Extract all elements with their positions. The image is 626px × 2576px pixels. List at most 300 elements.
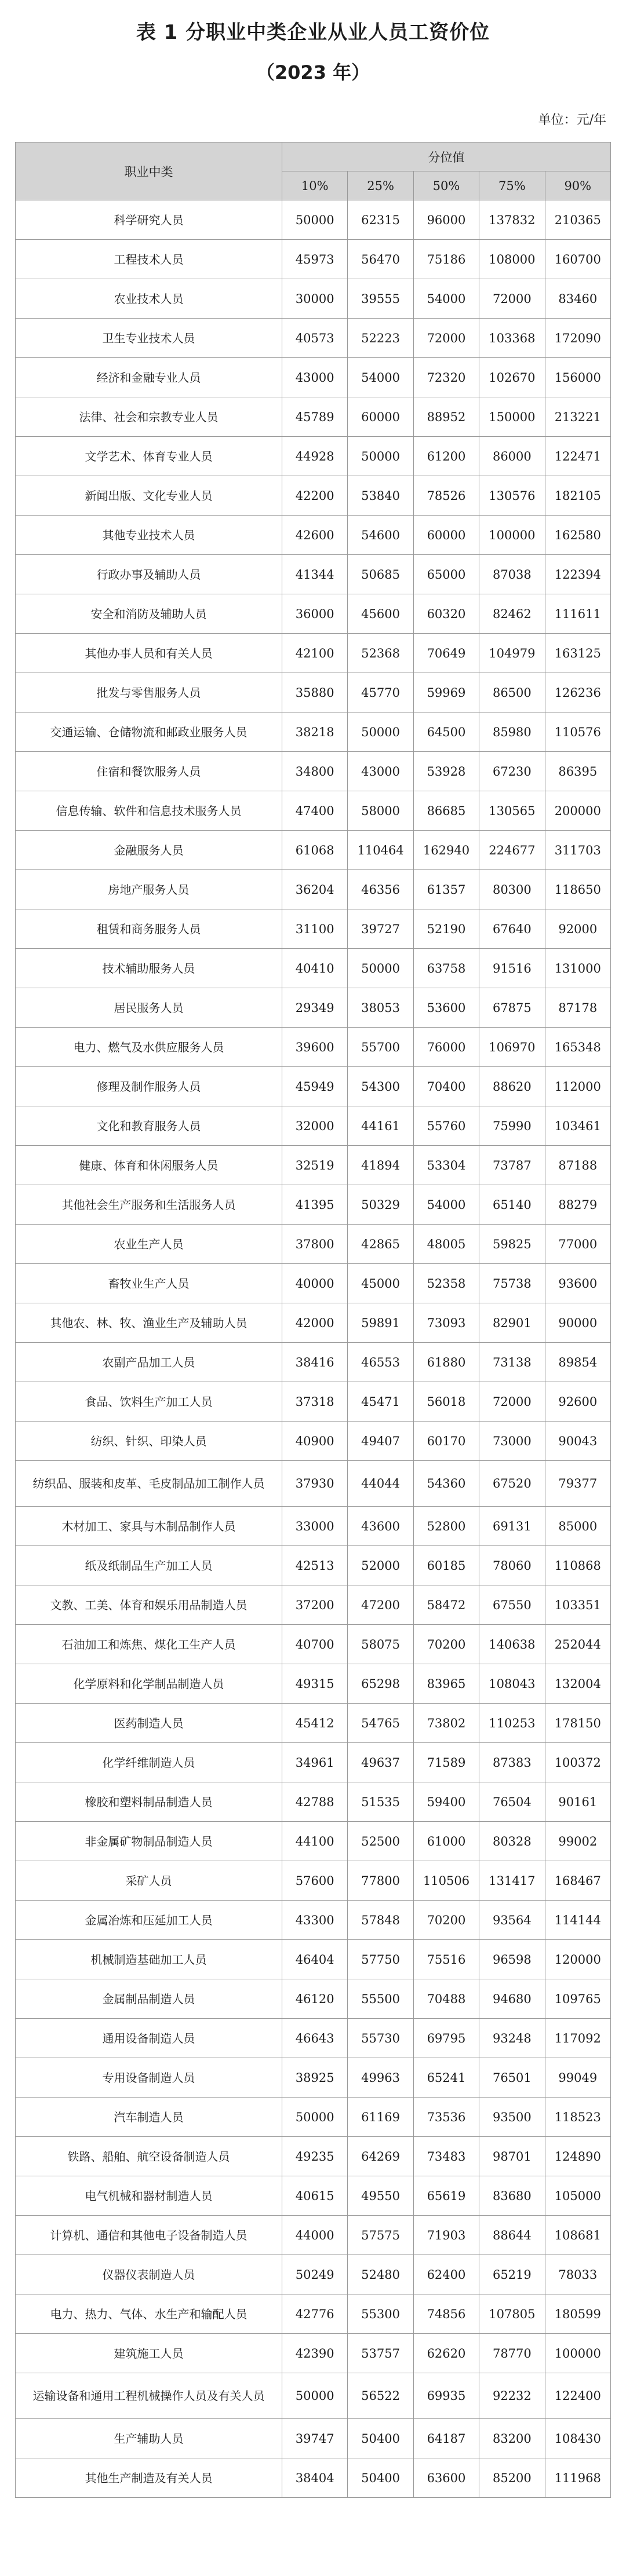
wage-value-cell: 44044: [348, 1461, 413, 1507]
wage-value-cell: 74856: [413, 2294, 479, 2334]
wage-value-cell: 71903: [413, 2216, 479, 2255]
table-row: [16, 2216, 611, 2255]
wage-value-cell: 75990: [479, 1106, 545, 1146]
table-row: [16, 555, 611, 594]
wage-value-cell: 90000: [545, 1303, 610, 1343]
occupation-name-cell: 其他社会生产服务和生活服务人员: [16, 1185, 282, 1225]
wage-value-cell: 46643: [282, 2019, 348, 2058]
table-row: [16, 870, 611, 909]
occupation-name-cell: 文学艺术、体育专业人员: [16, 437, 282, 476]
wage-value-cell: 42776: [282, 2294, 348, 2334]
table-row: [16, 397, 611, 437]
wage-value-cell: 46404: [282, 1940, 348, 1979]
wage-value-cell: 69131: [479, 1507, 545, 1546]
table-row: [16, 673, 611, 712]
wage-value-cell: 50000: [348, 437, 413, 476]
occupation-name-cell: 机械制造基础加工人员: [16, 1940, 282, 1979]
occupation-name-cell: 修理及制作服务人员: [16, 1067, 282, 1106]
wage-value-cell: 38416: [282, 1343, 348, 1382]
wage-value-cell: 117092: [545, 2019, 610, 2058]
wage-value-cell: 85200: [479, 2458, 545, 2498]
wage-value-cell: 37930: [282, 1461, 348, 1507]
wage-value-cell: 40615: [282, 2176, 348, 2216]
wage-value-cell: 52500: [348, 1822, 413, 1861]
wage-value-cell: 124890: [545, 2137, 610, 2176]
occupation-name-cell: 纺织、针织、印染人员: [16, 1422, 282, 1461]
wage-value-cell: 60185: [413, 1546, 479, 1585]
wage-value-cell: 40000: [282, 1264, 348, 1303]
table-row: [16, 1343, 611, 1382]
wage-value-cell: 61200: [413, 437, 479, 476]
wage-value-cell: 137832: [479, 200, 545, 240]
occupation-name-cell: 木材加工、家具与木制品制作人员: [16, 1507, 282, 1546]
wage-value-cell: 60170: [413, 1422, 479, 1461]
wage-value-cell: 67875: [479, 988, 545, 1028]
wage-value-cell: 76501: [479, 2058, 545, 2098]
wage-value-cell: 182105: [545, 476, 610, 516]
table-row: [16, 1743, 611, 1782]
wage-value-cell: 93248: [479, 2019, 545, 2058]
wage-value-cell: 47200: [348, 1585, 413, 1625]
wage-value-cell: 168467: [545, 1861, 610, 1901]
wage-value-cell: 72320: [413, 358, 479, 397]
wage-value-cell: 52800: [413, 1507, 479, 1546]
table-row: [16, 476, 611, 516]
occupation-name-cell: 其他办事人员和有关人员: [16, 634, 282, 673]
table-row: [16, 2419, 611, 2458]
wage-value-cell: 82901: [479, 1303, 545, 1343]
occupation-name-cell: 纺织品、服装和皮革、毛皮制品加工制作人员: [16, 1461, 282, 1507]
table-row: [16, 516, 611, 555]
wage-value-cell: 49550: [348, 2176, 413, 2216]
table-row: [16, 1507, 611, 1546]
wage-value-cell: 180599: [545, 2294, 610, 2334]
table-row: [16, 2373, 611, 2419]
occupation-name-cell: 通用设备制造人员: [16, 2019, 282, 2058]
wage-value-cell: 87178: [545, 988, 610, 1028]
wage-value-cell: 44000: [282, 2216, 348, 2255]
wage-value-cell: 122471: [545, 437, 610, 476]
wage-value-cell: 57848: [348, 1901, 413, 1940]
table-row: [16, 1067, 611, 1106]
wage-value-cell: 96598: [479, 1940, 545, 1979]
wage-value-cell: 77800: [348, 1861, 413, 1901]
percentile-header: 90%: [545, 171, 610, 200]
wage-value-cell: 120000: [545, 1940, 610, 1979]
wage-value-cell: 73138: [479, 1343, 545, 1382]
occupation-name-cell: 畜牧业生产人员: [16, 1264, 282, 1303]
wage-value-cell: 38218: [282, 712, 348, 752]
wage-value-cell: 64269: [348, 2137, 413, 2176]
wage-value-cell: 35880: [282, 673, 348, 712]
wage-value-cell: 53757: [348, 2334, 413, 2373]
wage-value-cell: 63758: [413, 949, 479, 988]
table-header: [16, 142, 611, 200]
wage-value-cell: 64500: [413, 712, 479, 752]
wage-value-cell: 75516: [413, 1940, 479, 1979]
wage-value-cell: 40573: [282, 319, 348, 358]
wage-value-cell: 37800: [282, 1225, 348, 1264]
table-row: [16, 2255, 611, 2294]
occupation-name-cell: 农业生产人员: [16, 1225, 282, 1264]
wage-value-cell: 72000: [479, 279, 545, 319]
occupation-name-cell: 工程技术人员: [16, 240, 282, 279]
percentile-header: 10%: [282, 171, 348, 200]
wage-value-cell: 93500: [479, 2098, 545, 2137]
wage-value-cell: 42513: [282, 1546, 348, 1585]
wage-value-cell: 46553: [348, 1343, 413, 1382]
wage-value-cell: 79377: [545, 1461, 610, 1507]
wage-value-cell: 36204: [282, 870, 348, 909]
wage-value-cell: 163125: [545, 634, 610, 673]
occupation-name-cell: 金融服务人员: [16, 831, 282, 870]
wage-value-cell: 70200: [413, 1901, 479, 1940]
table-row: [16, 1585, 611, 1625]
table-row: [16, 2334, 611, 2373]
table-row: [16, 1303, 611, 1343]
wage-value-cell: 131000: [545, 949, 610, 988]
table-row: [16, 1901, 611, 1940]
occupation-name-cell: 农业技术人员: [16, 279, 282, 319]
wage-value-cell: 40700: [282, 1625, 348, 1664]
wage-value-cell: 37318: [282, 1382, 348, 1422]
occupation-name-cell: 法律、社会和宗教专业人员: [16, 397, 282, 437]
wage-value-cell: 106970: [479, 1028, 545, 1067]
wage-value-cell: 78770: [479, 2334, 545, 2373]
wage-value-cell: 86500: [479, 673, 545, 712]
wage-value-cell: 62400: [413, 2255, 479, 2294]
wage-value-cell: 50000: [348, 712, 413, 752]
wage-value-cell: 70488: [413, 1979, 479, 2019]
wage-value-cell: 42788: [282, 1782, 348, 1822]
wage-value-cell: 126236: [545, 673, 610, 712]
wage-value-cell: 48005: [413, 1225, 479, 1264]
wage-value-cell: 80328: [479, 1822, 545, 1861]
table-row: [16, 1704, 611, 1743]
wage-value-cell: 42865: [348, 1225, 413, 1264]
wage-value-cell: 45973: [282, 240, 348, 279]
wage-value-cell: 52000: [348, 1546, 413, 1585]
wage-value-cell: 53304: [413, 1146, 479, 1185]
wage-value-cell: 110253: [479, 1704, 545, 1743]
wage-value-cell: 100000: [545, 2334, 610, 2373]
wage-value-cell: 92600: [545, 1382, 610, 1422]
wage-value-cell: 85000: [545, 1507, 610, 1546]
wage-value-cell: 39600: [282, 1028, 348, 1067]
wage-value-cell: 65298: [348, 1664, 413, 1704]
table-row: [16, 2058, 611, 2098]
wage-value-cell: 45789: [282, 397, 348, 437]
wage-value-cell: 82462: [479, 594, 545, 634]
wage-value-cell: 53928: [413, 752, 479, 791]
wage-value-cell: 52368: [348, 634, 413, 673]
wage-value-cell: 62315: [348, 200, 413, 240]
occupation-name-cell: 纸及纸制品生产加工人员: [16, 1546, 282, 1585]
wage-value-cell: 150000: [479, 397, 545, 437]
occupation-name-cell: 安全和消防及辅助人员: [16, 594, 282, 634]
wage-value-cell: 77000: [545, 1225, 610, 1264]
wage-value-cell: 80300: [479, 870, 545, 909]
table-title: 表 1 分职业中类企业从业人员工资价位: [136, 21, 490, 44]
wage-value-cell: 50000: [282, 2098, 348, 2137]
wage-value-cell: 37200: [282, 1585, 348, 1625]
table-row: [16, 319, 611, 358]
wage-value-cell: 40410: [282, 949, 348, 988]
wage-value-cell: 63600: [413, 2458, 479, 2498]
table-row: [16, 909, 611, 949]
wage-value-cell: 69795: [413, 2019, 479, 2058]
occupation-name-cell: 其他农、林、牧、渔业生产及辅助人员: [16, 1303, 282, 1343]
wage-value-cell: 107805: [479, 2294, 545, 2334]
wage-value-cell: 114144: [545, 1901, 610, 1940]
wage-value-cell: 42000: [282, 1303, 348, 1343]
wage-value-cell: 110506: [413, 1861, 479, 1901]
wage-value-cell: 45471: [348, 1382, 413, 1422]
wage-value-cell: 172090: [545, 319, 610, 358]
wage-value-cell: 90161: [545, 1782, 610, 1822]
table-subtitle: （2023 年）: [256, 61, 370, 83]
wage-value-cell: 39747: [282, 2419, 348, 2458]
wage-value-cell: 45770: [348, 673, 413, 712]
occupation-name-cell: 金属制品制造人员: [16, 1979, 282, 2019]
wage-value-cell: 88644: [479, 2216, 545, 2255]
wage-value-cell: 44928: [282, 437, 348, 476]
wage-value-cell: 88952: [413, 397, 479, 437]
table-row: [16, 1461, 611, 1507]
occupation-name-cell: 行政办事及辅助人员: [16, 555, 282, 594]
wage-value-cell: 49235: [282, 2137, 348, 2176]
wage-value-cell: 67550: [479, 1585, 545, 1625]
table-row: [16, 2458, 611, 2498]
wage-value-cell: 83200: [479, 2419, 545, 2458]
table-body: [16, 200, 611, 2498]
wage-value-cell: 91516: [479, 949, 545, 988]
occupation-name-cell: 科学研究人员: [16, 200, 282, 240]
wage-value-cell: 200000: [545, 791, 610, 831]
wage-value-cell: 38053: [348, 988, 413, 1028]
percentile-header: 75%: [479, 171, 545, 200]
table-row: [16, 1822, 611, 1861]
wage-value-cell: 60320: [413, 594, 479, 634]
wage-value-cell: 73536: [413, 2098, 479, 2137]
wage-value-cell: 76504: [479, 1782, 545, 1822]
occupation-name-cell: 电气机械和器材制造人员: [16, 2176, 282, 2216]
wage-value-cell: 65219: [479, 2255, 545, 2294]
wage-value-cell: 165348: [545, 1028, 610, 1067]
wage-value-cell: 86395: [545, 752, 610, 791]
wage-value-cell: 44100: [282, 1822, 348, 1861]
occupation-name-cell: 采矿人员: [16, 1861, 282, 1901]
table-row: [16, 1546, 611, 1585]
wage-value-cell: 60000: [413, 516, 479, 555]
wage-value-cell: 40900: [282, 1422, 348, 1461]
wage-value-cell: 103461: [545, 1106, 610, 1146]
wage-value-cell: 65619: [413, 2176, 479, 2216]
occupation-name-cell: 健康、体育和休闲服务人员: [16, 1146, 282, 1185]
wage-value-cell: 42390: [282, 2334, 348, 2373]
wage-value-cell: 83965: [413, 1664, 479, 1704]
occupation-name-cell: 非金属矿物制品制造人员: [16, 1822, 282, 1861]
occupation-name-cell: 金属冶炼和压延加工人员: [16, 1901, 282, 1940]
wage-value-cell: 75738: [479, 1264, 545, 1303]
wage-value-cell: 67520: [479, 1461, 545, 1507]
wage-value-cell: 59969: [413, 673, 479, 712]
table-row: [16, 1106, 611, 1146]
wage-value-cell: 108681: [545, 2216, 610, 2255]
wage-value-cell: 252044: [545, 1625, 610, 1664]
table-row: [16, 831, 611, 870]
occupation-name-cell: 交通运输、仓储物流和邮政业服务人员: [16, 712, 282, 752]
wage-value-cell: 87383: [479, 1743, 545, 1782]
wage-value-cell: 50000: [348, 949, 413, 988]
wage-value-cell: 162940: [413, 831, 479, 870]
wage-value-cell: 104979: [479, 634, 545, 673]
table-row: [16, 200, 611, 240]
table-row: [16, 2294, 611, 2334]
occupation-name-cell: 石油加工和炼焦、煤化工生产人员: [16, 1625, 282, 1664]
occupation-name-cell: 计算机、通信和其他电子设备制造人员: [16, 2216, 282, 2255]
wage-value-cell: 61357: [413, 870, 479, 909]
table-row: [16, 1028, 611, 1067]
wage-value-cell: 130565: [479, 791, 545, 831]
wage-value-cell: 46120: [282, 1979, 348, 2019]
wage-value-cell: 55730: [348, 2019, 413, 2058]
occupation-name-cell: 文化和教育服务人员: [16, 1106, 282, 1146]
occupation-name-cell: 文教、工美、体育和娱乐用品制造人员: [16, 1585, 282, 1625]
wage-value-cell: 50000: [282, 200, 348, 240]
wage-value-cell: 52223: [348, 319, 413, 358]
wage-value-cell: 57600: [282, 1861, 348, 1901]
occupation-name-cell: 食品、饮料生产加工人员: [16, 1382, 282, 1422]
wage-value-cell: 140638: [479, 1625, 545, 1664]
wage-value-cell: 42600: [282, 516, 348, 555]
wage-value-cell: 67640: [479, 909, 545, 949]
occupation-name-cell: 化学原料和化学制品制造人员: [16, 1664, 282, 1704]
occupation-name-cell: 其他生产制造及有关人员: [16, 2458, 282, 2498]
wage-value-cell: 122394: [545, 555, 610, 594]
occupation-name-cell: 租赁和商务服务人员: [16, 909, 282, 949]
wage-value-cell: 100372: [545, 1743, 610, 1782]
wage-value-cell: 100000: [479, 516, 545, 555]
wage-value-cell: 52480: [348, 2255, 413, 2294]
wage-value-cell: 118650: [545, 870, 610, 909]
wage-value-cell: 30000: [282, 279, 348, 319]
wage-value-cell: 41395: [282, 1185, 348, 1225]
table-row: [16, 2137, 611, 2176]
wage-value-cell: 51535: [348, 1782, 413, 1822]
wage-value-cell: 56470: [348, 240, 413, 279]
table-row: [16, 1382, 611, 1422]
wage-value-cell: 50000: [282, 2373, 348, 2419]
wage-value-cell: 72000: [413, 319, 479, 358]
wage-value-cell: 47400: [282, 791, 348, 831]
wage-value-cell: 130576: [479, 476, 545, 516]
wage-value-cell: 92000: [545, 909, 610, 949]
occupation-name-cell: 生产辅助人员: [16, 2419, 282, 2458]
wage-value-cell: 87038: [479, 555, 545, 594]
occupation-name-cell: 电力、热力、气体、水生产和输配人员: [16, 2294, 282, 2334]
wage-value-cell: 110464: [348, 831, 413, 870]
wage-value-cell: 99049: [545, 2058, 610, 2098]
wage-value-cell: 45000: [348, 1264, 413, 1303]
wage-value-cell: 76000: [413, 1028, 479, 1067]
wage-value-cell: 61169: [348, 2098, 413, 2137]
wage-value-cell: 34961: [282, 1743, 348, 1782]
wage-value-cell: 224677: [479, 831, 545, 870]
wage-value-cell: 61880: [413, 1343, 479, 1382]
wage-value-cell: 29349: [282, 988, 348, 1028]
wage-value-cell: 56522: [348, 2373, 413, 2419]
occupation-name-cell: 住宿和餐饮服务人员: [16, 752, 282, 791]
wage-value-cell: 57750: [348, 1940, 413, 1979]
wage-value-cell: 42100: [282, 634, 348, 673]
table-row: [16, 1782, 611, 1822]
percentile-header: 50%: [413, 171, 479, 200]
wage-value-cell: 55300: [348, 2294, 413, 2334]
wage-value-cell: 78060: [479, 1546, 545, 1585]
table-row: [16, 1422, 611, 1461]
occupation-name-cell: 居民服务人员: [16, 988, 282, 1028]
wage-value-cell: 86685: [413, 791, 479, 831]
table-row: [16, 634, 611, 673]
wage-value-cell: 65241: [413, 2058, 479, 2098]
wage-value-cell: 46356: [348, 870, 413, 909]
occupation-name-cell: 医药制造人员: [16, 1704, 282, 1743]
wage-value-cell: 122400: [545, 2373, 610, 2419]
wage-value-cell: 70400: [413, 1067, 479, 1106]
wage-value-cell: 75186: [413, 240, 479, 279]
wage-value-cell: 88279: [545, 1185, 610, 1225]
wage-value-cell: 73483: [413, 2137, 479, 2176]
wage-value-cell: 49637: [348, 1743, 413, 1782]
percentile-group-header: 分位值: [282, 142, 611, 171]
wage-value-cell: 102670: [479, 358, 545, 397]
wage-value-cell: 65000: [413, 555, 479, 594]
wage-value-cell: 83680: [479, 2176, 545, 2216]
table-row: [16, 279, 611, 319]
occupation-name-cell: 信息传输、软件和信息技术服务人员: [16, 791, 282, 831]
table-row: [16, 437, 611, 476]
wage-value-cell: 72000: [479, 1382, 545, 1422]
wage-value-cell: 43300: [282, 1901, 348, 1940]
wage-value-cell: 55700: [348, 1028, 413, 1067]
wage-value-cell: 118523: [545, 2098, 610, 2137]
wage-value-cell: 39727: [348, 909, 413, 949]
table-row: [16, 988, 611, 1028]
wage-value-cell: 85980: [479, 712, 545, 752]
wage-value-cell: 109765: [545, 1979, 610, 2019]
wage-value-cell: 41894: [348, 1146, 413, 1185]
wage-value-cell: 92232: [479, 2373, 545, 2419]
wage-value-cell: 36000: [282, 594, 348, 634]
wage-value-cell: 50249: [282, 2255, 348, 2294]
table-row: [16, 1979, 611, 2019]
wage-value-cell: 58000: [348, 791, 413, 831]
wage-value-cell: 43600: [348, 1507, 413, 1546]
wage-value-cell: 110576: [545, 712, 610, 752]
wage-value-cell: 42200: [282, 476, 348, 516]
wage-value-cell: 89854: [545, 1343, 610, 1382]
wage-value-cell: 67230: [479, 752, 545, 791]
wage-value-cell: 59825: [479, 1225, 545, 1264]
table-row: [16, 240, 611, 279]
wage-value-cell: 39555: [348, 279, 413, 319]
table-row: [16, 2019, 611, 2058]
wage-value-cell: 44161: [348, 1106, 413, 1146]
table-row: [16, 2098, 611, 2137]
wage-value-cell: 49407: [348, 1422, 413, 1461]
occupation-name-cell: 新闻出版、文化专业人员: [16, 476, 282, 516]
